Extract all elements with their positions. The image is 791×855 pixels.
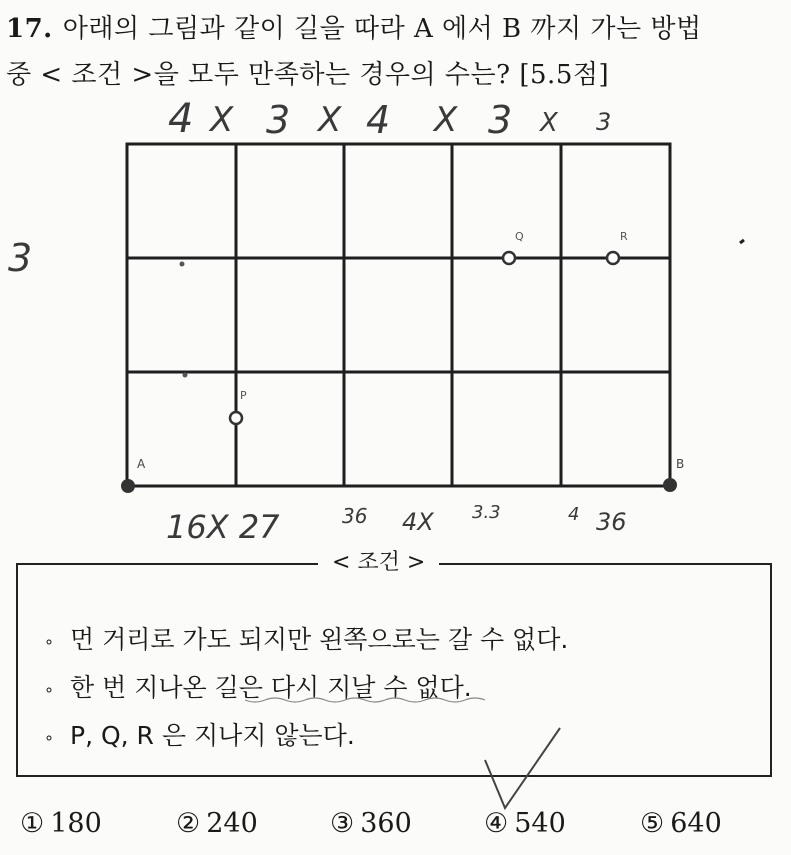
handwriting-bottom-4: 3.3 <box>472 502 501 523</box>
bullet-icon: ∘ <box>44 631 55 651</box>
handwriting-bottom-1: 16X 27 <box>166 508 280 546</box>
choice-marker: ⑤ <box>640 808 665 839</box>
choice-1[interactable] <box>20 808 102 839</box>
question-text-2: 중 < 조건 >을 모두 만족하는 경우의 수는? [5.5점] <box>6 60 610 90</box>
choice-5[interactable] <box>640 808 722 839</box>
choice-value: 240 <box>206 808 258 839</box>
question-number: 17. <box>6 14 53 44</box>
choice-3[interactable] <box>330 808 412 839</box>
handwriting-top-2: 3 <box>266 98 291 142</box>
handwriting-top-x-4: X <box>540 108 558 138</box>
choice-4[interactable] <box>484 808 566 839</box>
choice-marker: ④ <box>484 808 509 839</box>
question-text-1: 아래의 그림과 같이 길을 따라 A 에서 B 까지 가는 방법 <box>62 14 702 44</box>
point-r-label: R <box>620 230 628 243</box>
bullet-icon: ∘ <box>44 727 55 747</box>
condition-text: 한 번 지나온 길은 다시 지날 수 없다. <box>70 673 472 702</box>
handwriting-left: 3 <box>8 236 33 280</box>
choice-2[interactable] <box>176 808 258 839</box>
choice-marker: ③ <box>330 808 355 839</box>
condition-text: P, Q, R 은 지나지 않는다. <box>70 721 355 750</box>
choice-value: 540 <box>514 808 566 839</box>
condition-text: 먼 거리로 가도 되지만 왼쪽으로는 갈 수 없다. <box>70 625 569 654</box>
choice-marker: ① <box>20 808 45 839</box>
choice-value: 640 <box>670 808 722 839</box>
choice-value: 180 <box>50 808 102 839</box>
wavy-underline <box>245 698 485 702</box>
handwriting-bottom-3: 4X <box>402 508 434 536</box>
point-b-label: B <box>676 457 685 471</box>
point-p-label: P <box>240 389 247 402</box>
handwriting-bottom-5: 4 <box>568 504 580 525</box>
handwriting-top-3: 4 <box>366 98 391 142</box>
handwriting-top-5: 3 <box>596 108 612 136</box>
handwriting-bottom-2: 36 <box>342 504 368 528</box>
handwriting-top-x-3: X <box>434 100 458 140</box>
handwriting-bottom-6: 36 <box>596 508 627 536</box>
handwriting-top-x-2: X <box>318 100 342 140</box>
conditions-title: < 조건 > <box>318 545 439 576</box>
point-a-label: A <box>137 457 146 471</box>
handwriting-top-1: 4 <box>168 96 194 142</box>
handwriting-top-4: 3 <box>488 98 513 142</box>
check-mark-icon <box>485 728 560 808</box>
point-q-label: Q <box>515 230 524 243</box>
bullet-icon: ∘ <box>44 679 55 699</box>
handwriting-top-x-1: X <box>210 100 234 140</box>
choice-value: 360 <box>360 808 412 839</box>
choice-marker: ② <box>176 808 201 839</box>
